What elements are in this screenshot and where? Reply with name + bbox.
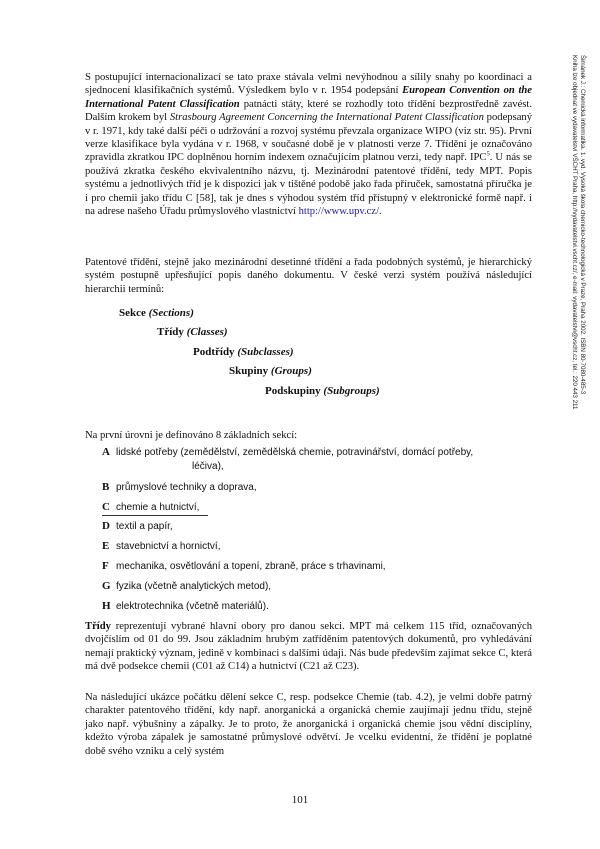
text: reprezentují vybrané hlavní obory pro danou sekci. MPT má celkem 115 tříd, označovaných dvojčíslím od 01 do 99. Jsou základním hrubým zatříděním patentových dokumentů, pro vyhledávání nemají praktický význam, jedině v kombinaci s dalšími údaji. Nás bude především zajímat sekce C, která má dvě podsekce chemii (C01 až C14) a hutnictví (C21 až C23). <box>85 621 532 673</box>
section-item-h <box>102 600 542 614</box>
section-letter: F <box>102 560 109 572</box>
section-description: chemie a hutnictví, <box>116 502 200 513</box>
text: podepsaný v r. 1971, kdy také další péči o udržování a rozvoj systému převzala organizace WIPO (viz str. 95). První verze klasifikace byla vydána v r. 1968, v současné době je v platnosti verze 7. Třídění je označováno zpravidla zkratkou IPC doplněnou horním indexem označujícím platnou verzi, tedy např. IPC <box>85 112 532 164</box>
section-item-b <box>102 481 542 495</box>
section-letter: B <box>102 481 110 493</box>
page-number: 101 <box>291 794 309 806</box>
convention-title: European Convention on the International Patent Classification <box>85 85 532 110</box>
section-description: elektrotechnika (včetně materiálů). <box>116 601 269 612</box>
hierarchy-en: (Sections) <box>148 307 194 319</box>
hierarchy-en: (Groups) <box>270 365 312 377</box>
order-line: Kniha lze objednat ve vydavatelství VŠCHT Praha, http://vydavatelstvi.vscht.cz/, e-mail: vydavatelstvi@vscht.cz, tel.: 220 443 211 <box>570 55 578 410</box>
section-item-f <box>102 560 542 574</box>
section-item-d <box>102 520 542 534</box>
hierarchy-level-sections <box>119 306 194 320</box>
text: . U nás se používá zkratka českého ekvivalentního názvu, tj. Mezinárodní patentové třídění, tedy MPT. Popis systému a jednotlivých tříd je k dispozici jak v tištěné podobě jako řada příruček, samostatná příručka je i pro chemii jako třídu C [58], tak je dnes s výhodou systém tříd přístupný v elektronické formě např. i na adrese našeho Úřadu průmyslového vlastnictví <box>85 152 532 218</box>
section-description: stavebnictví a hornictví, <box>116 541 221 552</box>
section-description: textil a papír, <box>116 521 173 532</box>
citation-line: Šimánek J.: Chemická informatika. 1. vyd. Vysoká škola chemicko-technologická v Praze, Praha 2002. ISBN 80-7080-485-3 <box>579 55 586 395</box>
text: patnácti státy, které se rozhodly toto třídění bezprostředně zavést. Dalším krokem byl <box>85 98 532 124</box>
hierarchy-cz: Třídy <box>157 326 184 338</box>
section-description: mechanika, osvětlování a topení, zbraně, práce s trhavinami, <box>116 561 386 572</box>
text: S postupující internacionalizací se tato praxe stávala velmi nevýhodnou a sílily snahy po koordinaci a sjednocení klasifikačních systémů. Výsledkem bylo v r. 1954 podepsání <box>85 72 532 97</box>
hierarchy-cz: Podskupiny <box>265 385 321 397</box>
classes-lead: Třídy <box>85 621 111 632</box>
section-description-cont: léčiva), <box>192 460 224 472</box>
paragraph-ipc-history <box>85 71 532 218</box>
paragraph-classes <box>85 620 532 674</box>
section-item-a <box>102 446 542 473</box>
section-description: lidské potřeby (zemědělství, zemědělská chemie, potravinářství, domácí potřeby, <box>116 447 474 458</box>
hierarchy-cz: Skupiny <box>229 365 269 377</box>
hierarchy-level-groups <box>229 364 312 378</box>
hierarchy-level-subclasses <box>193 345 294 359</box>
agreement-title: Strasbourg Agreement Concerning the International Patent Classification <box>169 112 484 124</box>
hierarchy-level-subgroups <box>265 384 380 398</box>
version-superscript: 5 <box>486 150 490 158</box>
section-letter: H <box>102 600 111 612</box>
hierarchy-cz: Podtřídy <box>193 346 235 358</box>
section-letter: D <box>102 520 110 532</box>
hierarchy-level-classes <box>157 325 228 339</box>
paragraph-section-c: Na následující ukázce počátku dělení sekce C, resp. podsekce Chemie (tab. 4.2), je velmi dobře patrný charakter patentového třídění, kdy např. anorganická a organická chemie zaujímají jednu třídu, stejně jako např. výbušniny a zápalky. Je to proto, že anorganická i organická chemie jsou vědní disciplíny, kdežto výroba zápalek je samostatné průmyslové odvětví. Je vcelku evidentní, že třídění je poplatné době svého vzniku a celý systém <box>85 692 532 757</box>
hierarchy-en: (Classes) <box>186 326 228 338</box>
section-item-e <box>102 540 542 554</box>
upv-link[interactable]: http://www.upv.cz/ <box>298 206 380 218</box>
citation-sidebar <box>569 55 586 409</box>
paragraph-sections-intro: Na první úrovni je definováno 8 základních sekcí: <box>85 430 298 441</box>
hierarchy-en: (Subclasses) <box>237 346 294 358</box>
section-letter: G <box>102 580 111 592</box>
section-letter: A <box>102 446 110 458</box>
section-description: průmyslové techniky a doprava, <box>116 482 257 493</box>
section-item-c <box>102 501 208 516</box>
paragraph-hierarchy-intro: Patentové třídění, stejně jako mezinárodní desetinné třídění a řada podobných systémů, je hierarchický systém postupně upřesňující popis daného dokumentu. V české verzi systém používá následující hierarchii termínů: <box>85 257 532 295</box>
hierarchy-en: (Subgroups) <box>323 385 380 397</box>
text: . <box>379 206 382 218</box>
section-item-g <box>102 580 542 594</box>
section-description: fyzika (včetně analytických metod), <box>116 581 272 592</box>
section-letter: E <box>102 540 110 552</box>
hierarchy-cz: Sekce <box>119 307 146 319</box>
section-letter: C <box>102 501 110 513</box>
